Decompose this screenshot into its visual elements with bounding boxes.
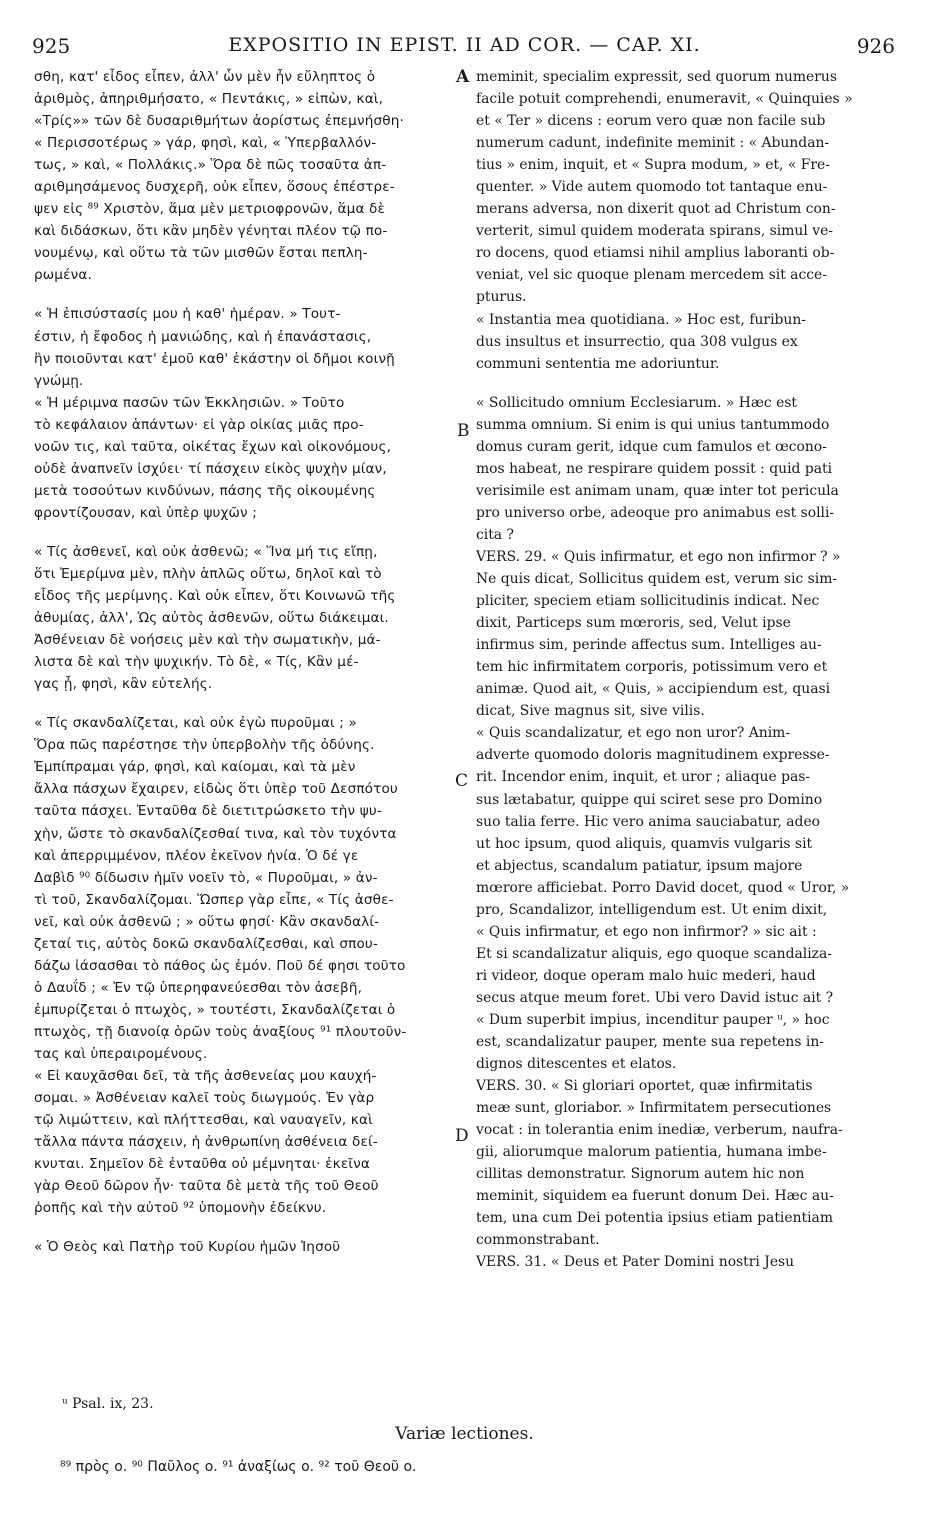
latin-text-line: adverte quomodo doloris magnitudinem expresse-	[476, 747, 830, 764]
latin-text-line: meæ sunt, gloriabor. » Infirmitatem persecutiones	[476, 1100, 832, 1117]
greek-text-line: « Εἰ καυχᾶσθαι δεῖ, τὰ τῆς ἀσθενείας μου καυχή-	[34, 1068, 377, 1085]
greek-text-line: ὁ Δαυΐδ ; « Ἐν τῷ ὑπερηφανεύεσθαι τὸν ἀσεβῆ,	[34, 979, 363, 996]
latin-text-line: dixit, Particeps sum mœroris, sed, Velut ipse	[476, 615, 791, 632]
greek-text-line: « Ὁ Θεὸς καὶ Πατὴρ τοῦ Κυρίου ἡμῶν Ἰησοῦ	[34, 1239, 341, 1256]
latin-text-line: mos habeat, ne respirare quidem possit : quid pati	[476, 460, 833, 477]
greek-text-line: « Ἡ ἐπισύστασίς μου ἡ καθ' ἡμέραν. » Τουτ-	[34, 306, 341, 323]
latin-text-line: suo talia ferre. Hic vero anima sauciabatur, adeo	[476, 813, 821, 830]
greek-text-line: ἣν ποιοῦνται κατ' ἐμοῦ καθ' ἑκάστην οἱ δῆμοι κοινῇ	[34, 350, 395, 367]
latin-text-line: quenter. » Vide autem quomodo tot tantaque enu-	[476, 179, 828, 196]
greek-text-line: νεῖ, καὶ οὐκ ἀσθενῶ ; » οὕτω φησί· Κἂν σκανδαλί-	[34, 913, 380, 930]
latin-text-line: « Sollicitudo omnium Ecclesiarum. » Hæc est	[476, 394, 798, 411]
latin-text-line: tem, una cum Dei potentia ipsius etiam patientiam	[476, 1210, 833, 1227]
greek-text-line: « Περισσοτέρως » γάρ, φησὶ, καὶ, « Ὑπερβαλλόν-	[34, 135, 377, 152]
greek-text-line: έστιν, ἡ ἔφοδος ἡ μανιώδης, καὶ ἡ ἐπανάστασις,	[34, 328, 372, 345]
greek-text-line: ζεταί τις, αὐτὸς δοκῶ σκανδαλίζεσθαι, καὶ σπου-	[34, 935, 378, 952]
latin-text-line: et « Ter » dicens : eorum vero quæ non facile sub	[476, 113, 826, 130]
greek-text-line: καὶ διδάσκων, ὅτι κἂν μηδὲν γένηται πλέον τῷ πο-	[34, 223, 388, 240]
latin-text-line: pturus.	[476, 289, 527, 306]
latin-text-line: « Quis scandalizatur, et ego non uror? Anim-	[476, 725, 791, 742]
greek-text-line: τας καὶ ὑπεραιρομένους.	[34, 1045, 208, 1062]
greek-text-line: ψεν εἰς ⁸⁹ Χριστὸν, ἅμα μὲν μετριοφρονῶν, ἅμα δὲ	[34, 201, 385, 218]
greek-text-line: ταῦτα πάσχει. Ἐνταῦθα δὲ διετιτρώσκετο τὴν ψυ-	[34, 803, 382, 820]
greek-text-line: ρωμένα.	[34, 267, 92, 284]
greek-text-line: σθη, κατ' εἶδος εἶπεν, ἀλλ' ὧν μὲν ἦν εὔληπτος ὁ	[34, 69, 376, 85]
greek-column	[34, 66, 459, 1258]
greek-text-line: φροντίζουσαν, καὶ ὑπὲρ ψυχῶν ;	[34, 504, 257, 521]
latin-text-line: pro, Scandalizor, intelligendum est. Ut enim dixit,	[476, 901, 828, 918]
latin-text-line: infirmus sim, perinde affectus sum. Intelliges au-	[476, 637, 822, 654]
latin-text-line: domus curam gerit, idque cum famulos et œcono-	[476, 438, 827, 455]
greek-text-line: τως, » καὶ, « Πολλάκις.» Ὅρα δὲ πῶς τοσαῦτα ἀπ-	[34, 157, 387, 174]
latin-text-line: ro docens, quod etiamsi nihil amplius laboranti ob-	[476, 245, 835, 262]
left-page-number: 925	[32, 34, 71, 58]
section-marker-d: D	[455, 1126, 469, 1146]
variant-readings-notes: ⁸⁹ πρὸς ο. ⁹⁰ Παῦλος ο. ⁹¹ ἀναξίως ο. ⁹² τοῦ Θεοῦ ο.	[60, 1459, 417, 1475]
greek-text-line: ἀθυμίας, ἀλλ', Ὡς αὐτὸς ἀσθενῶν, οὕτω διάκειμαι.	[34, 610, 389, 627]
greek-text-line: τὶ τοῦ, Σκανδαλίζομαι. Ὥσπερ γὰρ εἶπε, « Τίς ἀσθε-	[34, 891, 394, 908]
page-header	[0, 34, 929, 64]
latin-text-line: animæ. Quod ait, « Quis, » accipiendum est, quasi	[476, 681, 831, 698]
latin-text-line: numerum cadunt, indefinite meminit : « Abundan-	[476, 135, 830, 152]
greek-paragraph-gap	[34, 524, 459, 541]
latin-text-line: Ne quis dicat, Sollicitus quidem est, verum sic sim-	[476, 571, 838, 588]
greek-text-line: ἀριθμὸς, ἀπηριθμήσατο, « Πεντάκις, » εἰπὼν, καὶ,	[34, 91, 384, 108]
latin-text-line: facile potuit comprehendi, enumeravit, « Quinquies »	[476, 91, 853, 108]
right-page-number: 926	[856, 34, 895, 58]
greek-text-line: « Τίς ἀσθενεῖ, καὶ οὐκ ἀσθενῶ; « Ἵνα μή τις εἴπῃ,	[34, 543, 378, 560]
latin-text-line: VERS. 31. « Deus et Pater Domini nostri Jesu	[476, 1254, 795, 1271]
latin-text-line: gii, aliorumque malorum patientia, humana imbe-	[476, 1144, 827, 1161]
greek-text-line: Ὅρα πῶς παρέστησε τὴν ὑπερβολὴν τῆς ὀδύνης.	[34, 737, 375, 754]
variant-readings-title: Variæ lectiones.	[395, 1424, 534, 1444]
latin-text-line: sus lætabatur, quippe qui sciret sese pro Domino	[476, 791, 823, 808]
latin-text-line: VERS. 29. « Quis infirmatur, et ego non infirmor ? »	[476, 548, 841, 565]
greek-paragraph-gap	[34, 695, 459, 712]
latin-text-line: cillitas demonstratur. Signorum autem hic non	[476, 1166, 805, 1183]
section-marker-b: B	[457, 421, 470, 441]
latin-text-line: merans adversa, non dixerit quot ad Christum con-	[476, 201, 836, 218]
latin-text-line: « Dum superbit impius, incenditur pauper ᵘ, » hoc	[476, 1011, 830, 1028]
greek-text-line: ὅτι Ἐμερίμνα μὲν, πλὴν ἁπλῶς οὕτω, δηλοῖ καὶ τὸ	[34, 565, 382, 582]
latin-text-line: commonstrabant.	[476, 1232, 600, 1249]
latin-text-line: rit. Incendor enim, inquit, et uror ; aliaque pas-	[476, 769, 811, 786]
latin-text-line: ri videor, doque operam malo huic mederi, haud	[476, 967, 816, 984]
section-marker-c: C	[455, 771, 469, 791]
greek-text-line: τἄλλα πάντα πάσχειν, ἡ ἀνθρωπίνη ἀσθένεια δεί-	[34, 1134, 378, 1151]
greek-text-line: ἐμπυρίζεται ὁ πτωχὸς, » τουτέστι, Σκανδαλίζεται ὁ	[34, 1001, 396, 1018]
latin-text-line: communi sententia me adoriuntur.	[476, 355, 720, 372]
greek-text-line: νουμένῳ, καὶ οὕτω τὰ τῶν μισθῶν ἔσται πεπλη-	[34, 245, 368, 262]
latin-text-line: ut hoc ipsum, quod aliquis, quamvis vulgaris sit	[476, 835, 813, 852]
greek-text-line: γὰρ Θεοῦ δῶρον ἦν· ταῦτα δὲ μετὰ τῆς τοῦ Θεοῦ	[34, 1178, 379, 1195]
latin-text-line: meminit, siquidem ea fuerunt donum Dei. Hæc au-	[476, 1188, 834, 1205]
greek-text-line: κνυται. Σημεῖον δὲ ἐνταῦθα οὐ μέμνηται· ἐκεῖνα	[34, 1156, 370, 1173]
greek-text-line: Δαβὶδ ⁹⁰ δίδωσιν ἡμῖν νοεῖν τὸ, « Πυροῦμαι, » ἀν-	[34, 869, 378, 886]
latin-text-line: summa omnium. Si enim is qui unius tantummodo	[476, 416, 830, 433]
greek-text-line: λιστα δὲ καὶ τὴν ψυχικήν. Τὸ δὲ, « Τίς, Κἂν μέ-	[34, 654, 359, 671]
latin-text-line: cita ?	[476, 526, 514, 543]
latin-text-line: tem hic infirmitatem corporis, potissimum vero et	[476, 659, 828, 676]
greek-text-line: τῷ λιμώττειν, καὶ πλήττεσθαι, καὶ ναυαγεῖν, καὶ	[34, 1112, 373, 1129]
latin-text-line: dicat, Sive magnus sit, sive vilis.	[476, 703, 705, 720]
greek-text-line: « Τίς σκανδαλίζεται, καὶ οὐκ ἐγὼ πυροῦμαι ; »	[34, 715, 357, 732]
latin-text-line: « Instantia mea quotidiana. » Hoc est, furibun-	[476, 311, 806, 328]
latin-paragraph-gap	[476, 375, 896, 392]
running-title: EXPOSITIO IN EPIST. II AD COR. — CAP. XI.	[228, 34, 701, 56]
greek-text-line: Ἐμπίπραμαι γάρ, φησὶ, καὶ καίομαι, καὶ τὰ μὲν	[34, 759, 356, 776]
greek-paragraph-gap	[34, 1219, 459, 1236]
greek-text-line: εἶδος τῆς μερίμνης. Καὶ οὐκ εἶπεν, ὅτι Κοινωνῶ τῆς	[34, 588, 396, 605]
greek-text-line: χὴν, ὥστε τὸ σκανδαλίζεσθαί τινα, καὶ τὸν τυχόντα	[34, 825, 397, 842]
footnote: ᵘ Psal. ix, 23.	[62, 1396, 154, 1412]
latin-text-line: dus insultus et insurrectio, qua 308 vulgus ex	[476, 333, 798, 350]
greek-text-line: Ἀσθένειαν δὲ νοήσεις μὲν καὶ τὴν σωματικὴν, μά-	[34, 632, 381, 649]
latin-text-line: mœrore afficiebat. Porro David docet, quod « Uror, »	[476, 879, 850, 896]
latin-text-line: tius » enim, inquit, et « Supra modum, » et, « Fre-	[476, 157, 830, 174]
latin-text-line: Et si scandalizatur aliquis, ego quoque scandaliza-	[476, 945, 832, 962]
latin-text-line: pro universo orbe, adeoque pro animabus est solli-	[476, 504, 835, 521]
latin-text-line: dignos ditescentes et elatos.	[476, 1056, 677, 1073]
latin-text-line: veniat, vel sic quoque plenam mercedem sit acce-	[476, 267, 827, 284]
greek-text-line: γνώμῃ.	[34, 372, 84, 389]
greek-text-line: μετὰ τοσούτων κινδύνων, πάσης τῆς οἰκουμένης	[34, 482, 376, 499]
latin-text-line: meminit, specialim expressit, sed quorum numerus	[476, 69, 837, 85]
greek-text-line: τὸ κεφάλαιον ἁπάντων· εἰ γὰρ οἰκίας μιᾶς προ-	[34, 416, 364, 433]
latin-text-line: verterit, simul quidem moderata spirans, simul ve-	[476, 223, 833, 240]
greek-text-line: οὐδὲ ἀναπνεῖν ἰσχύει· τί πάσχειν εἰκὸς ψυχὴν μίαν,	[34, 460, 387, 477]
greek-text-line: νοῶν τις, καὶ ταῦτα, οἰκέτας ἔχων καὶ οἰκονόμους,	[34, 438, 392, 455]
latin-text-line: est, scandalizatur pauper, mente sua repetens in-	[476, 1034, 824, 1051]
greek-text-line: αριθμησάμενος δυσχερῆ, οὐκ εἶπεν, ὅσους ἐπέστρε-	[34, 179, 395, 196]
latin-text-line: vocat : in tolerantia enim inediæ, verberum, naufra-	[476, 1122, 843, 1139]
greek-text-line: δάζω ἰάσασθαι τὸ πάθος ὡς ἐμόν. Ποῦ δέ φησι τοῦτο	[34, 957, 406, 974]
greek-text-line: πτωχὸς, τῇ διανοίᾳ ὁρῶν τοὺς ἀναξίους ⁹¹ πλουτοῦν-	[34, 1023, 407, 1040]
greek-text-line: «Τρίς»» τῶν δὲ δυσαριθμήτων ἀορίστως ἐπεμνήσθη·	[34, 113, 404, 130]
greek-paragraph-gap	[34, 286, 459, 303]
greek-text-line: ἄλλα πάσχων ἔχαιρεν, εἰδὼς ὅτι ὑπὲρ τοῦ Δεσπότου	[34, 781, 398, 798]
latin-text-line: pliciter, speciem etiam sollicitudinis indicat. Nec	[476, 593, 820, 610]
greek-text-line: γας ᾖ, φησὶ, κἂν εὐτελής.	[34, 676, 213, 693]
greek-text-line: σομαι. » Ἀσθένειαν καλεῖ τοὺς διωγμούς. Ἐν γὰρ	[34, 1090, 375, 1107]
section-marker-a: A	[456, 67, 470, 87]
latin-text-line: verisimile est animam unam, quæ inter tot pericula	[476, 482, 839, 499]
latin-text-line: VERS. 30. « Si gloriari oportet, quæ infirmitatis	[476, 1078, 813, 1095]
greek-text-line: ῥοπῆς καὶ τὴν αὐτοῦ ⁹² ὑπομονὴν ἐδείκνυ.	[34, 1200, 327, 1217]
greek-text-line: « Ἡ μέριμνα πασῶν τῶν Ἐκκλησιῶν. » Τοῦτο	[34, 394, 345, 411]
latin-text-line: et abjectus, scandalum patiatur, ipsum majore	[476, 857, 803, 874]
latin-text-line: secus atque meum foret. Ubi vero David istuc ait ?	[476, 989, 834, 1006]
latin-text-line: « Quis infirmatur, et ego non infirmor? » sic ait :	[476, 923, 817, 940]
latin-column	[476, 66, 896, 1274]
greek-text-line: καὶ ἀπερριμμένον, πλέον ἐκεῖνον ἠνία. Ὁ δέ γε	[34, 847, 359, 864]
